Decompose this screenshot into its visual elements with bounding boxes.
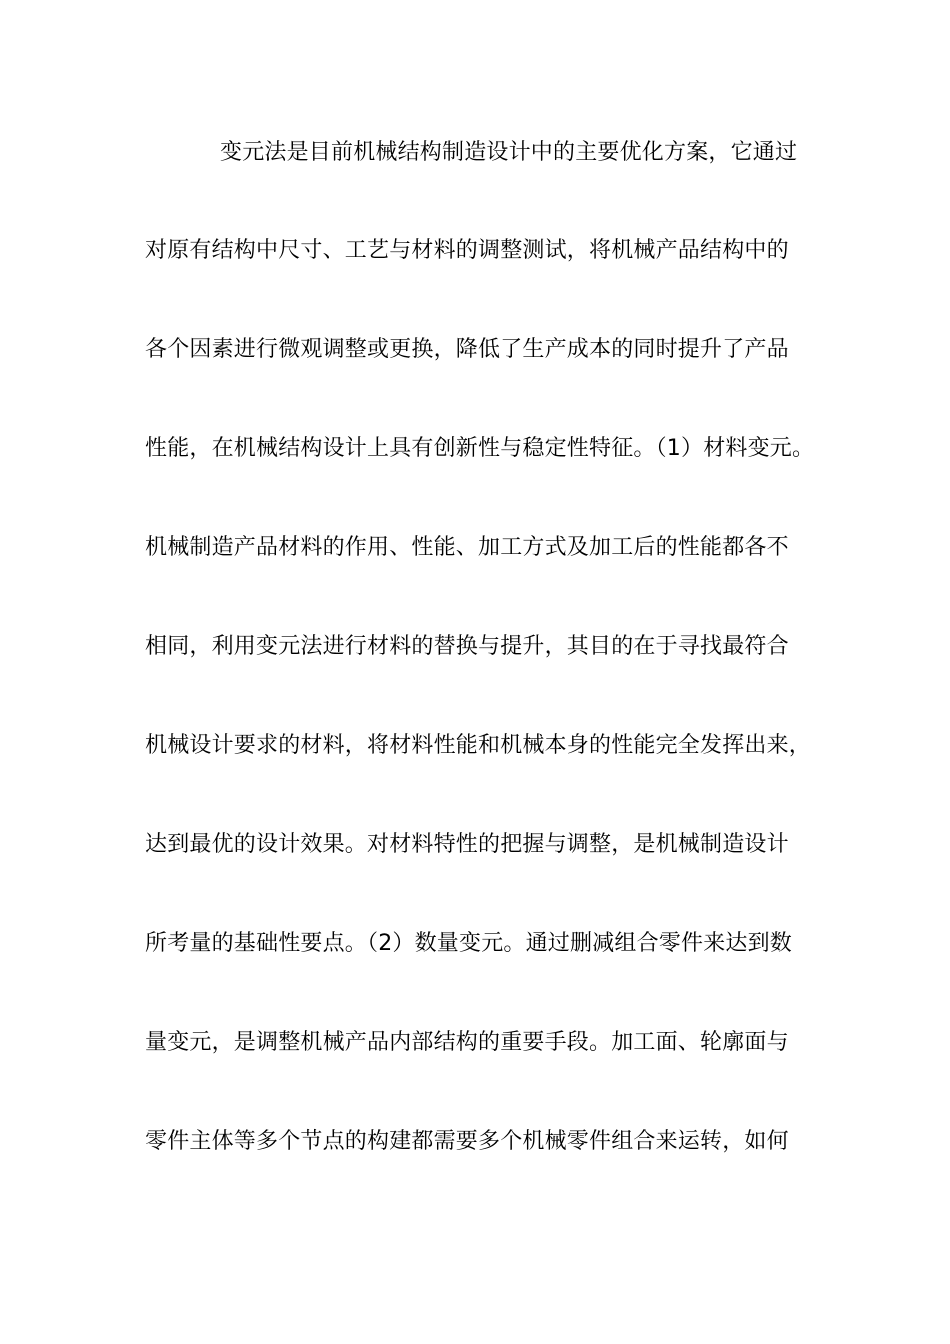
- paragraph-line: 机械制造产品材料的作用、性能、加工方式及加工后的性能都各不: [145, 535, 789, 560]
- paragraph-line: 各个因素进行微观调整或更换，降低了生产成本的同时提升了产品: [145, 337, 789, 362]
- paragraph-line: 相同，利用变元法进行材料的替换与提升，其目的在于寻找最符合: [145, 634, 789, 659]
- paragraph-line: 达到最优的设计效果。对材料特性的把握与调整，是机械制造设计: [145, 832, 789, 857]
- paragraph-line: 对原有结构中尺寸、工艺与材料的调整测试，将机械产品结构中的: [145, 238, 789, 263]
- paragraph-line: 量变元，是调整机械产品内部结构的重要手段。加工面、轮廓面与: [145, 1030, 789, 1055]
- paragraph-line: 变元法是目前机械结构制造设计中的主要优化方案，它通过: [220, 140, 798, 165]
- paragraph-line: 机械设计要求的材料，将材料性能和机械本身的性能完全发挥出来，: [145, 733, 812, 758]
- paragraph-line: 零件主体等多个节点的构建都需要多个机械零件组合来运转，如何: [145, 1129, 789, 1154]
- paragraph-line: 所考量的基础性要点。（2）数量变元。通过删减组合零件来达到数: [145, 931, 792, 956]
- paragraph-line: 性能，在机械结构设计上具有创新性与稳定性特征。（1）材料变元。: [145, 436, 815, 461]
